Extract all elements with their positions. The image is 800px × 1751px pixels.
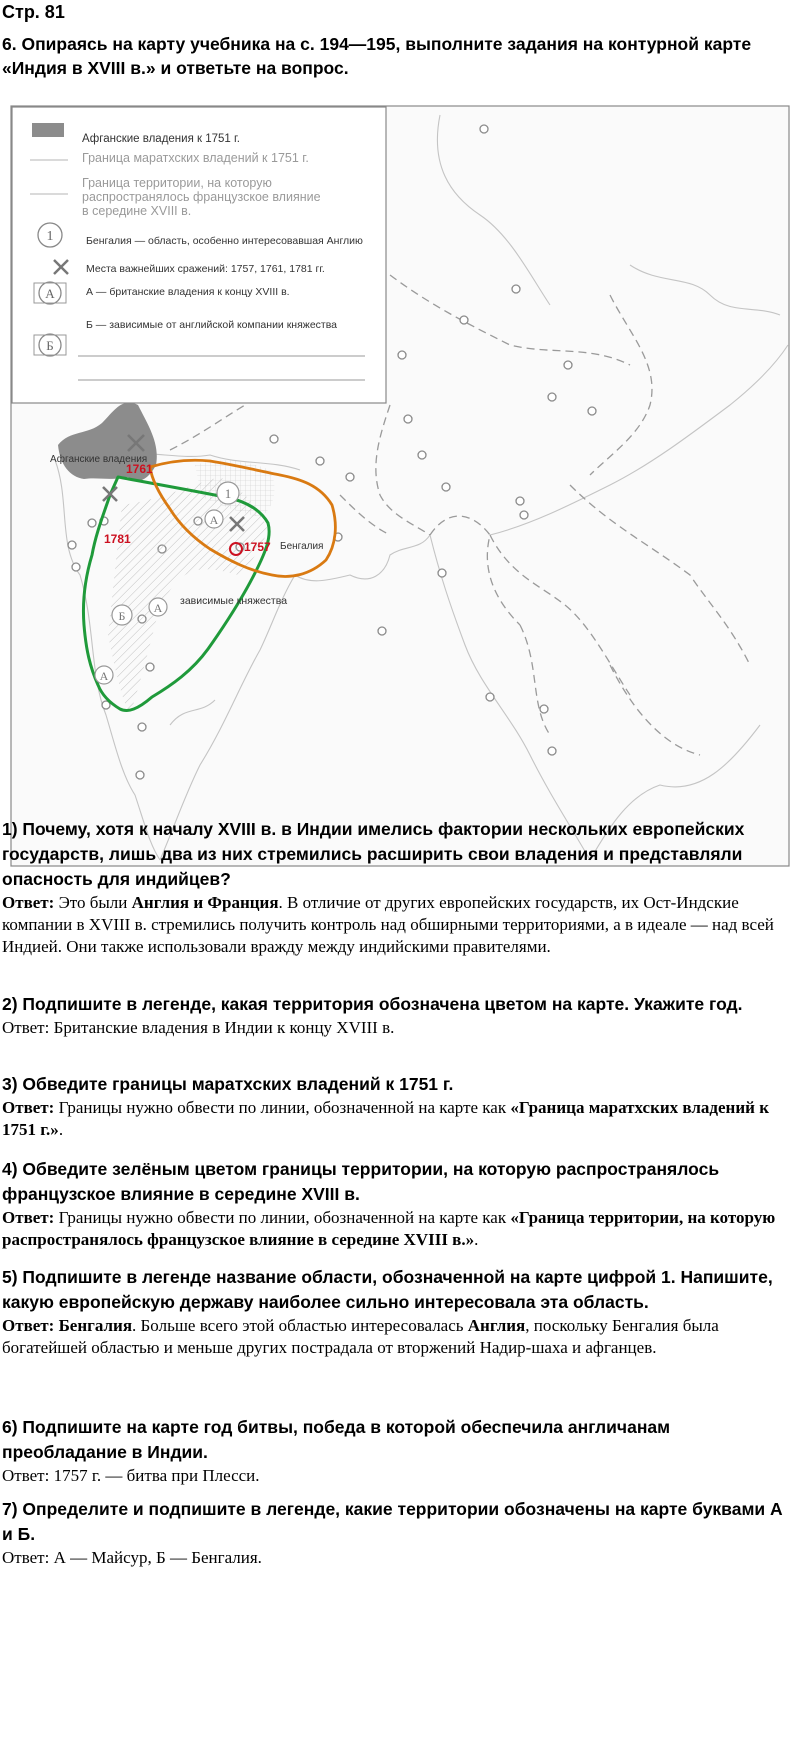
question-3: 3) Обведите границы маратхских владений к 1751 г.	[2, 1074, 454, 1094]
qa-item-1	[2, 817, 797, 958]
qa-item-6	[2, 1415, 797, 1487]
region-1-label: 1	[224, 486, 232, 501]
legend-bengal-label: Бенгалия — область, особенно интересовавшая Англию	[86, 235, 363, 247]
legend-french-line-3: в середине XVIII в.	[82, 204, 192, 218]
question-6: 6) Подпишите на карте год битвы, победа в которой обеспечила англичанам преобладание в Индии.	[2, 1417, 671, 1462]
answer-3: Ответ: Границы нужно обвести по линии, обозначенной на карте как «Граница маратхских владений к 1751 г.».	[2, 1098, 769, 1139]
legend-marker-a: А	[45, 286, 55, 301]
answer-6: Ответ: 1757 г. — битва при Плесси.	[2, 1466, 260, 1485]
legend-battles-label: Места важнейших сражений: 1757, 1761, 1781 гг.	[86, 263, 325, 275]
battle-1761-label: 1761	[126, 462, 153, 476]
bengal-map-label: Бенгалия	[280, 541, 324, 552]
legend-maratha-label: Граница маратхских владений к 1751 г.	[82, 151, 309, 165]
region-a-label: А	[153, 601, 163, 615]
question-4: 4) Обведите зелёным цветом границы территории, на которую распространялось французское влияние в середине XVIII в.	[2, 1159, 720, 1204]
qa-item-3	[2, 1072, 797, 1141]
legend-french-line-2: распространялось французское влияние	[82, 190, 321, 204]
question-1: 1) Почему, хотя к началу XVIII в. в Индии имелись фактории нескольких европейских государств, лишь два из них стремились расширить свои владения и представляли опасность для индийцев?	[2, 819, 745, 889]
question-2: 2) Подпишите в легенде, какая территория обозначена цветом на карте. Укажите год.	[2, 994, 743, 1014]
legend-marker-1: 1	[46, 229, 54, 244]
qa-item-4	[2, 1157, 797, 1251]
region-b-label: Б	[118, 609, 126, 623]
contour-map	[10, 105, 790, 867]
legend-french-line-1: Граница территории, на которую	[82, 176, 272, 190]
question-5: 5) Подпишите в легенде название области, обозначенной на карте цифрой 1. Напишите, какую европейскую державу наиболее сильно интересовала эта область.	[2, 1267, 773, 1312]
page-number: Стр. 81	[2, 2, 65, 22]
map-legend	[12, 107, 386, 403]
answer-5: Ответ: Бенгалия. Больше всего этой областью интересовалась Англия, поскольку Бенгалия была богатейшей областью и меньше других пострадала от вторжений Надир-шаха и афганцев.	[2, 1316, 719, 1357]
qa-item-7	[2, 1497, 797, 1569]
region-a-label: А	[209, 513, 219, 527]
qa-item-5	[2, 1265, 797, 1359]
question-7: 7) Определите и подпишите в легенде, какие территории обозначены на карте буквами А и Б.	[2, 1499, 783, 1544]
legend-marker-b: Б	[46, 338, 54, 353]
afghan-swatch-icon	[32, 123, 64, 137]
battle-1757-label: 1757	[244, 540, 271, 554]
region-a-label: А	[99, 669, 109, 683]
dependent-states-map-label: зависимые княжества	[180, 595, 288, 607]
task-heading: 6. Опираясь на карту учебника на с. 194—195, выполните задания на контурной карте «Индия в XVIII в.» и ответьте на вопрос.	[2, 34, 752, 78]
legend-a-label: А — британские владения к концу XVIII в.	[86, 286, 290, 298]
legend-b-label: Б — зависимые от английской компании княжества	[86, 319, 338, 331]
afghan-map-label: Афганские владения	[50, 454, 148, 465]
answer-2: Ответ: Британские владения в Индии к концу XVIII в.	[2, 1018, 395, 1037]
battle-1781-label: 1781	[104, 532, 131, 546]
answer-7: Ответ: А — Майсур, Б — Бенгалия.	[2, 1548, 262, 1567]
qa-item-2	[2, 992, 797, 1039]
legend-afghan-label: Афганские владения к 1751 г.	[82, 133, 240, 145]
answer-4: Ответ: Границы нужно обвести по линии, обозначенной на карте как «Граница территории, на которую распространялось французское влияние в середине XVIII в.».	[2, 1208, 776, 1249]
answer-1: Ответ: Это были Англия и Франция. В отличие от других европейских государств, их Ост-Индские компании в XVIII в. стремились получить контроль над обширными территориями, а в идеале — над всей Индией. Они также использовали вражду между индийскими правителями.	[2, 893, 774, 956]
